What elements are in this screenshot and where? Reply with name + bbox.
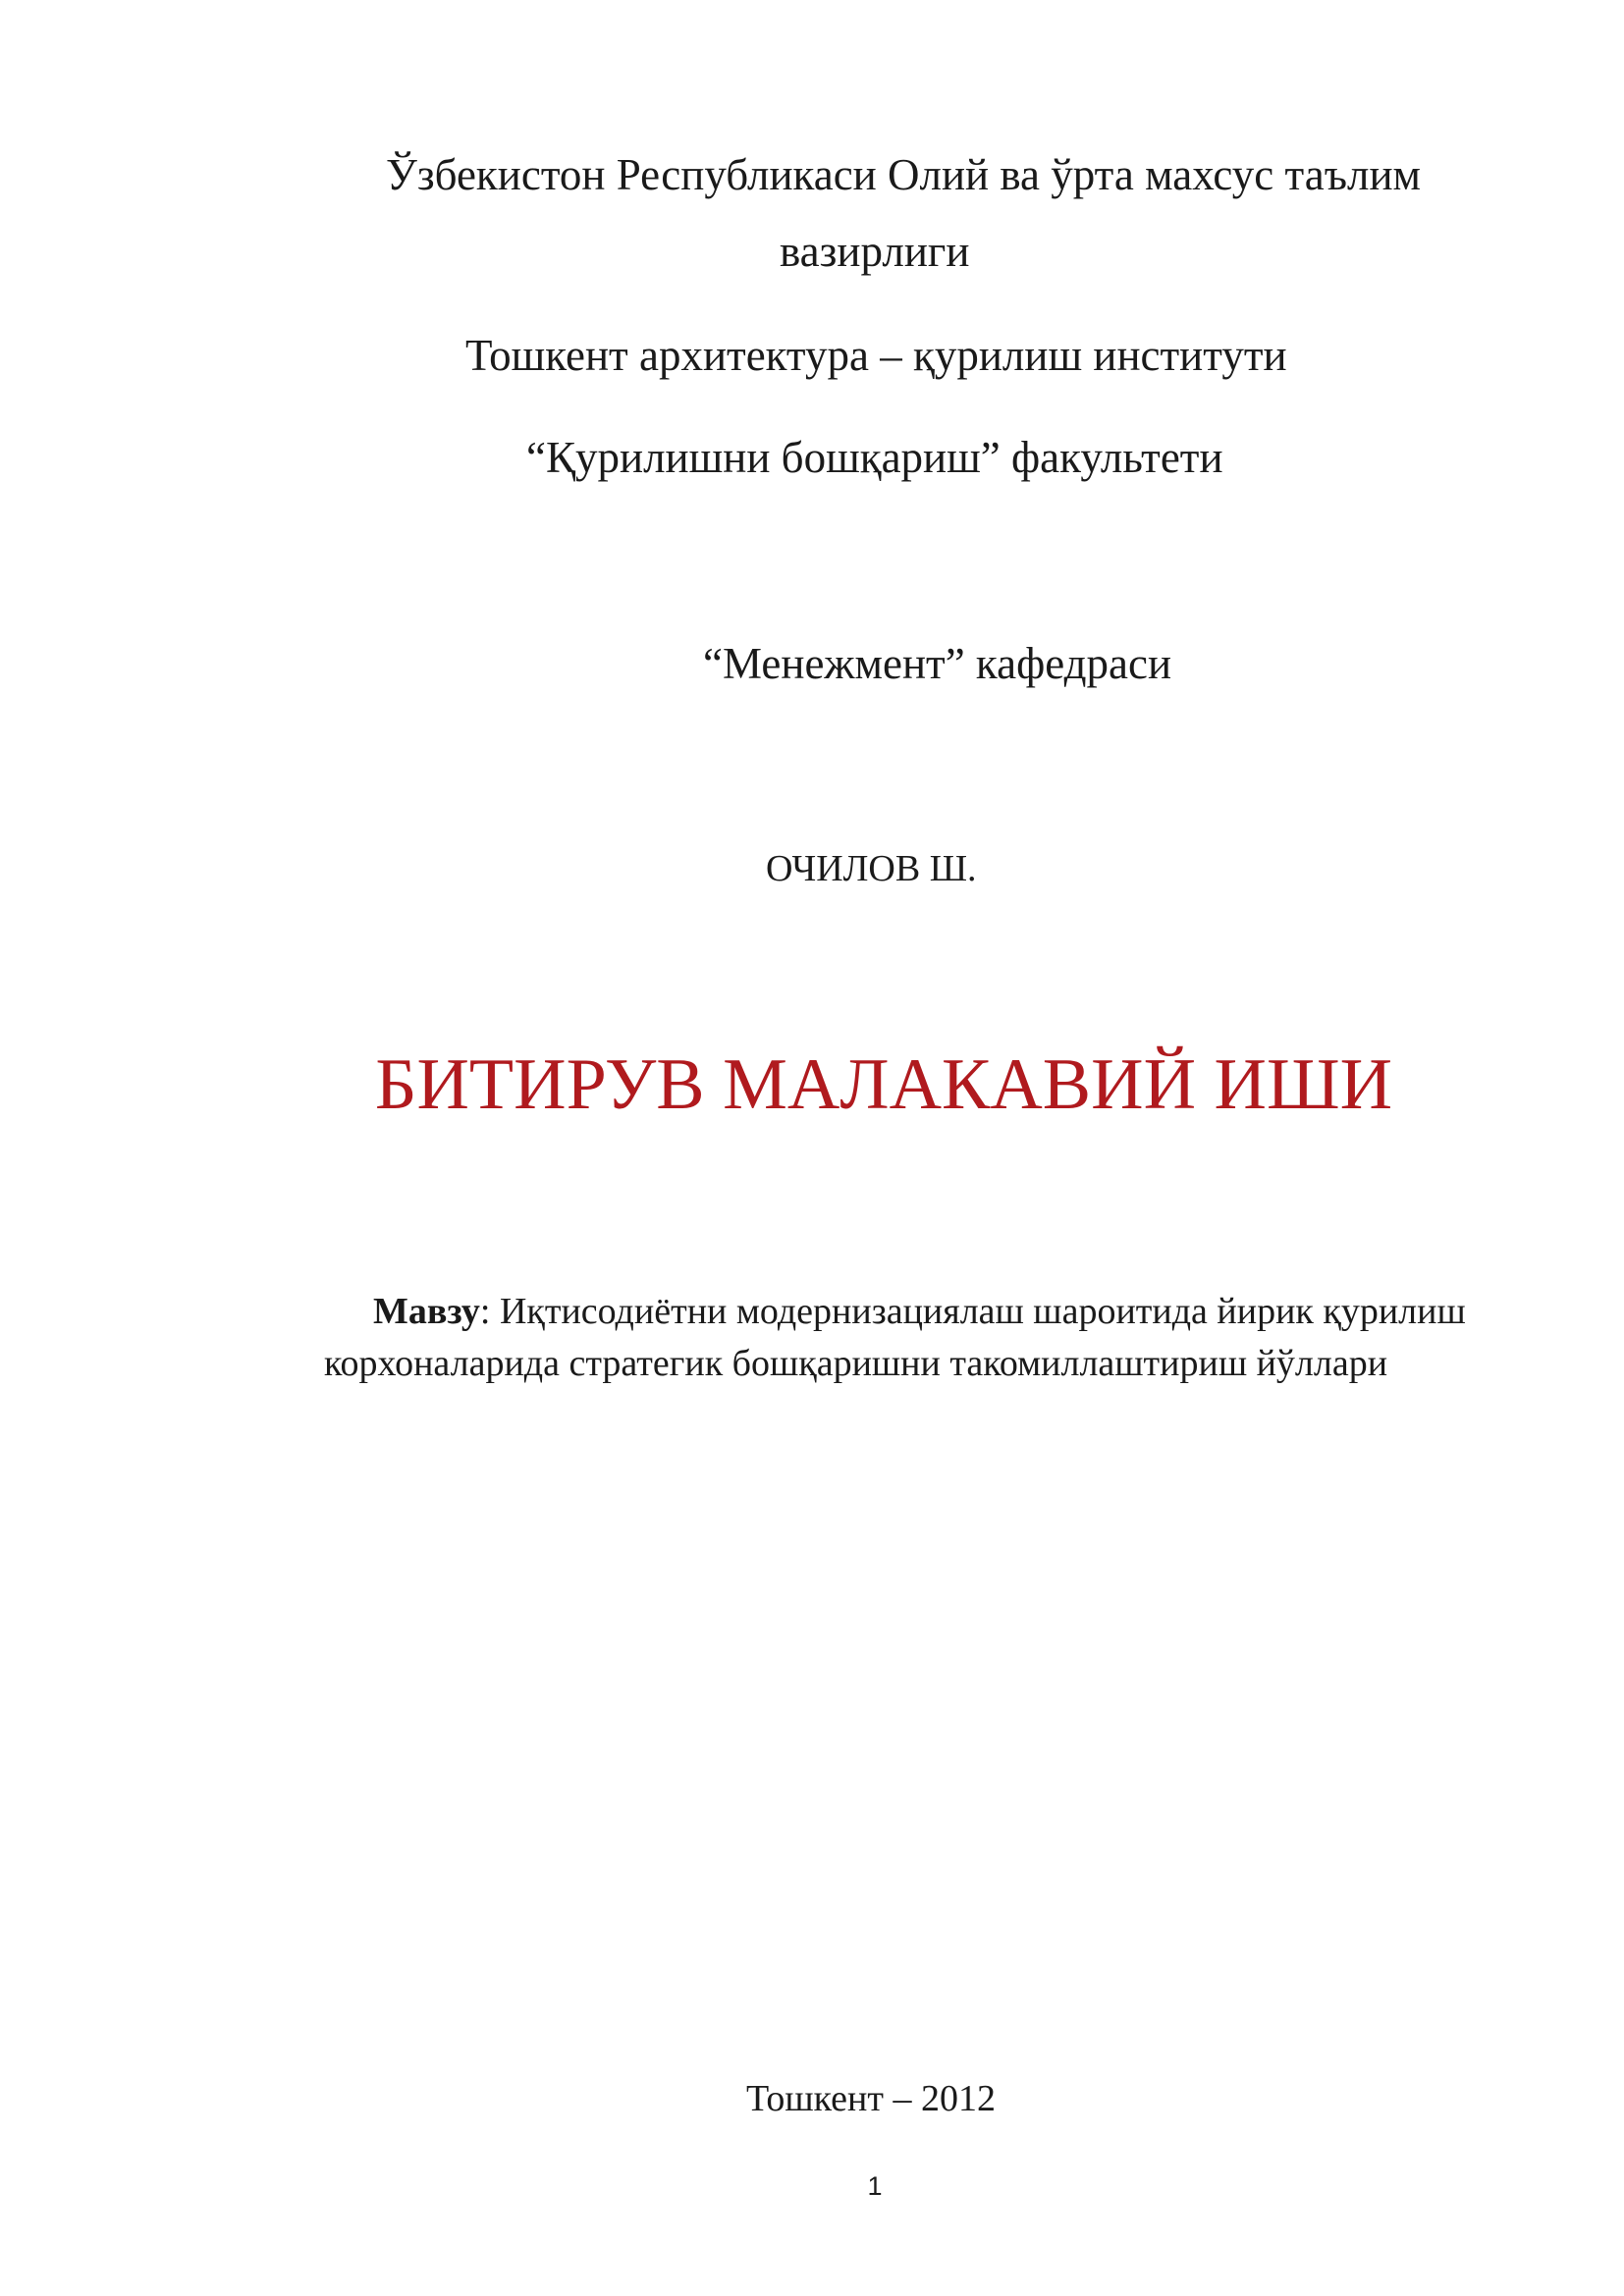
department-name: “Менежмент” кафедраси [703, 639, 1172, 688]
faculty-name: “Қурилишни бошқариш” факультети [526, 433, 1223, 482]
institute-name: Тошкент архитектура – қурилиш институти [465, 331, 1287, 380]
ministry-line-1: Ўзбекистон Республикаси Олий ва ўрта махсус таълим [386, 150, 1422, 199]
author-name: ОЧИЛОВ Ш. [766, 848, 977, 889]
thesis-title: БИТИРУВ МАЛАКАВИЙ ИШИ [375, 1044, 1393, 1125]
topic-line-1 [324, 1286, 1502, 1338]
place-year: Тошкент – 2012 [746, 2078, 996, 2119]
topic-colon: : [479, 1291, 491, 1332]
ministry-line-2: вазирлиги [780, 227, 970, 276]
topic-label: Мавзу [373, 1291, 480, 1332]
page-number: 1 [867, 2171, 883, 2201]
topic-text-line-2: корхоналарида стратегик бошқаришни такомиллаштириш йўллари [324, 1343, 1388, 1384]
topic-text-line-1: Иқтисодиётни модернизациялаш шароитида йирик қурилиш [490, 1291, 1466, 1332]
topic-block [324, 1286, 1502, 1390]
